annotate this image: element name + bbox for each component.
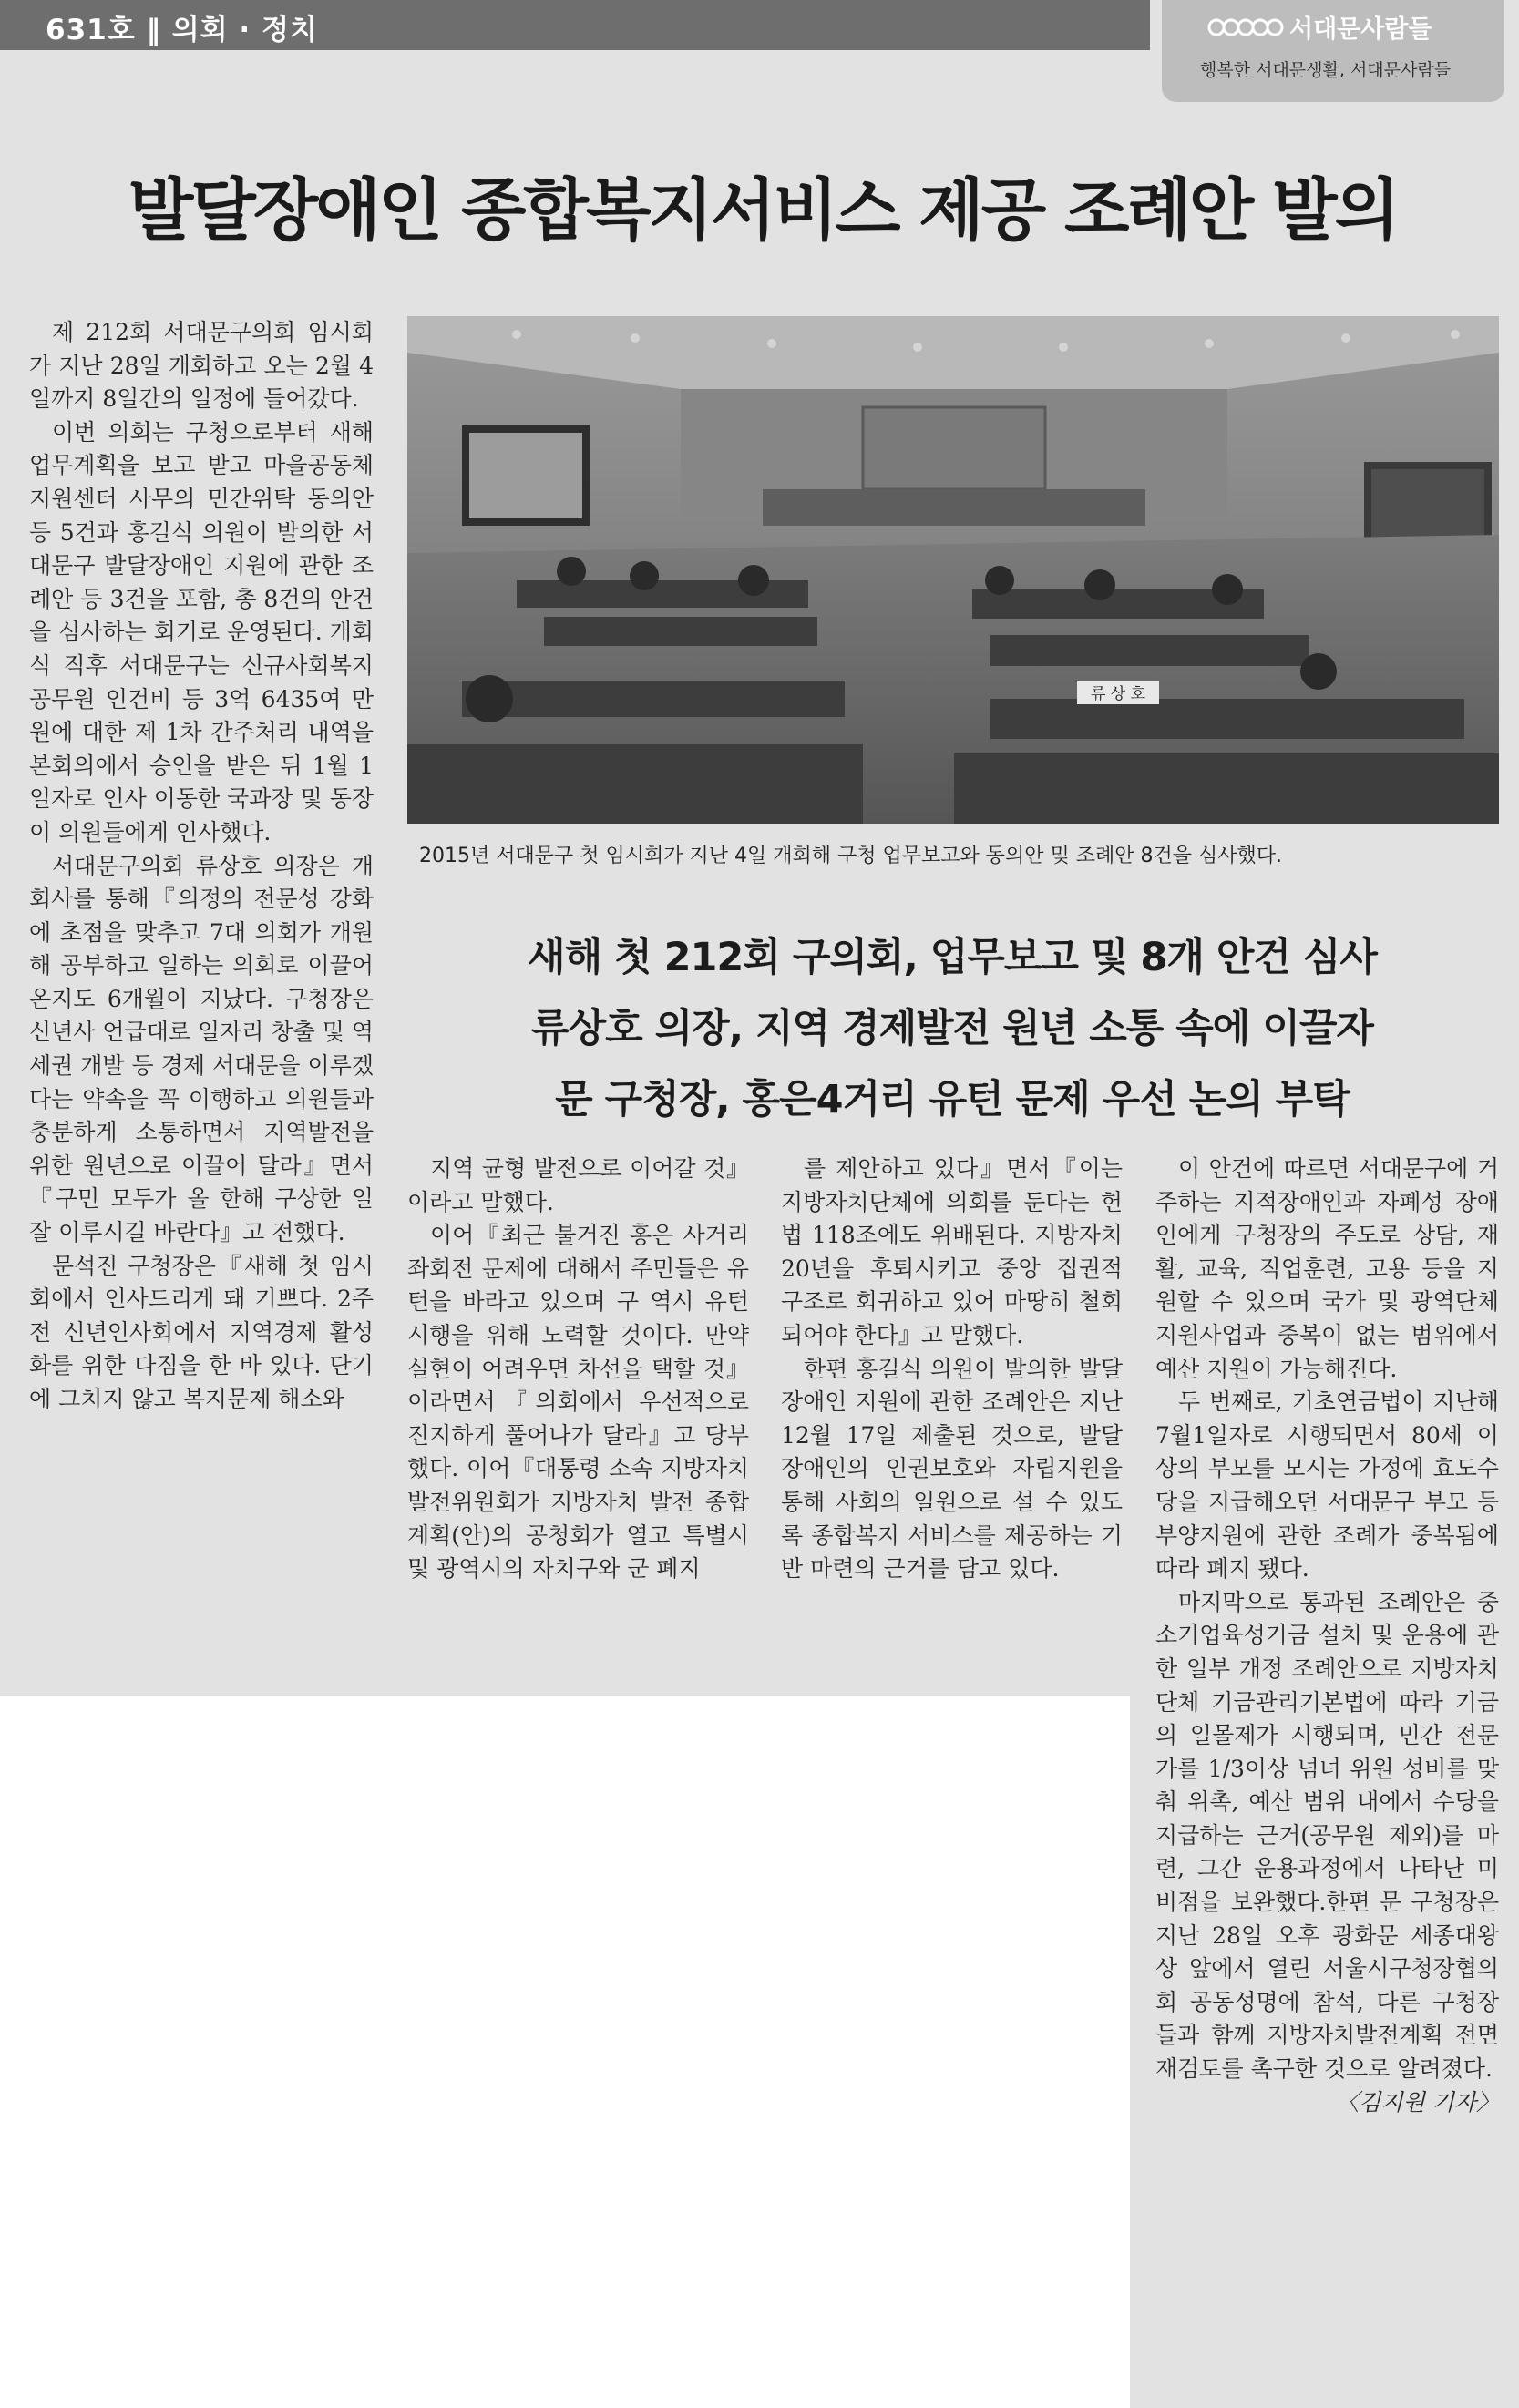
article-headline: 발달장애인 종합복지서비스 제공 조례안 발의 bbox=[128, 171, 1398, 250]
logo-people-icon bbox=[1207, 15, 1284, 39]
council-session-photo bbox=[407, 316, 1499, 824]
paragraph: 이번 의회는 구청으로부터 새해 업무계획을 보고 받고 마을공동체 지원센터 사무의 민간위탁 동의안 등 5건과 홍길식 의원이 발의한 서대문구 발달장애인 지원에 관한 조례안 등 3건을 포함, 총 8건의 안건을 심사하는 회기로 운영된다. 개회식 직후 서대문구는 신규사회복지공무원 인건비 등 3억 6435여 만원에 대한 제 1차 간주처리 내역을 본회의에서 승인을 받은 뒤 1월 1일자로 인사 이동한 국과장 및 동장이 의원들에게 인사했다. bbox=[29, 418, 374, 845]
logo-name: 서대문사람들 bbox=[1289, 15, 1432, 44]
paragraph: 지역 균형 발전으로 이어갈 것』이라고 말했다. bbox=[407, 1155, 749, 1215]
paragraph: 를 제안하고 있다』면서『이는 지방자치단체에 의회를 둔다는 헌법 118조에도 위배된다. 지방자치 20년을 후퇴시키고 중앙 집권적 구조로 회귀하고 있어 마땅히 철회되어야 한다』고 말했다. bbox=[781, 1155, 1123, 1348]
article-column-1 bbox=[29, 316, 374, 1417]
issue-section-label: 631호 ‖ 의회 · 정치 bbox=[46, 14, 318, 46]
paragraph: 서대문구의회 류상호 의장은 개회사를 통해『의정의 전문성 강화에 초점을 맞추고 7대 의회가 개원해 공부하고 일하는 의회로 이끌어 온지도 6개월이 지났다. 구청장은 신년사 언급대로 일자리 창출 및 역세권 개발 등 경제 서대문을 이루겠다는 약속을 꼭 이행하고 의원들과 충분하게 소통하면서 지역발전을 위한 원년으로 이끌어 달라』면서『구민 모두가 올 한해 구상한 일 잘 이루시길 바란다』고 전했다. bbox=[29, 852, 374, 1246]
logo-slogan: 행복한 서대문생활, 서대문사람들 bbox=[1200, 60, 1452, 80]
paragraph: 이 안건에 따르면 서대문구에 거주하는 지적장애인과 자폐성 장애인에게 구청장의 주도로 상담, 재활, 교육, 직업훈련, 고용 등을 지원할 수 있으며 국가 및 광역단체 지원사업과 중복이 없는 범위에서 예산 지원이 가능해진다. bbox=[1155, 1155, 1499, 1382]
paragraph: 마지막으로 통과된 조례안은 중소기업육성기금 설치 및 운용에 관한 일부 개정 조례안으로 지방자치단체 기금관리기본법에 따라 기금의 일몰제가 시행되며, 민간 전문가를 1/3이상 넘녀 위원 성비를 맞춰 위촉, 예산 범위 내에서 수당을 지급하는 근거(공무원 제외)를 마련, 그간 운용과정에서 나타난 미비점을 보완했다.한편 문 구청장은 지난 28일 오후 광화문 세종대왕상 앞에서 열린 서울시구청장협의회 공동성명에 참석, 다른 구청장들과 함께 지방자치발전계획 전면재검토를 촉구한 것으로 알려졌다. bbox=[1155, 1588, 1499, 2083]
article-column-3 bbox=[781, 1153, 1123, 1586]
byline: 〈김지원 기자〉 bbox=[1336, 2088, 1499, 2116]
subhead: 류상호 의장, 지역 경제발전 원년 소통 속에 이끌자 bbox=[531, 1006, 1373, 1051]
paragraph: 두 번째로, 기초연금법이 지난해 7월1일자로 시행되면서 80세 이상의 부모를 모시는 가정에 효도수당을 지급해오던 서대문구 부모 등 부양지원에 관한 조례가 중복됨에 따라 폐지 됐다. bbox=[1155, 1388, 1499, 1583]
subhead: 문 구청장, 홍은4거리 유턴 문제 우선 논의 부탁 bbox=[555, 1077, 1350, 1122]
article-column-4 bbox=[1155, 1153, 1499, 2119]
blank-area bbox=[0, 1696, 1130, 2408]
paragraph: 제 212회 서대문구의회 임시회가 지난 28일 개회하고 오는 2월 4일까지 8일간의 일정에 들어갔다. bbox=[29, 319, 374, 413]
paragraph: 한편 홍길식 의원이 발의한 발달장애인 지원에 관한 조례안은 지난 12월 17일 제출된 것으로, 발달 장애인의 인권보호와 자립지원을 통해 사회의 일원으로 설 수 있도록 종합복지 서비스를 제공하는 기반 마련의 근거를 담고 있다. bbox=[781, 1355, 1123, 1583]
photo-caption: 2015년 서대문구 첫 임시회가 지난 4일 개회해 구청 업무보고와 동의안 및 조례안 8건을 심사했다. bbox=[419, 845, 1282, 867]
subhead: 새해 첫 212회 구의회, 업무보고 및 8개 안건 심사 bbox=[528, 935, 1377, 980]
article-column-2 bbox=[407, 1153, 749, 1586]
section-header-bar bbox=[0, 0, 1150, 50]
masthead-logo-box bbox=[1162, 0, 1504, 102]
nameplate-label: 류 상 호 bbox=[1090, 685, 1146, 703]
article-subheads bbox=[401, 922, 1504, 1135]
paragraph: 이어『최근 불거진 홍은 사거리 좌회전 문제에 대해서 주민들은 유턴을 바라고 있으며 구 역시 유턴 시행을 위해 노력할 것이다. 만약 실현이 어려우면 차선을 택할 것』이라면서『의회에서 우선적으로 진지하게 풀어나가 달라』고 당부했다. 이어『대통령 소속 지방자치발전위원회가 지방자치 발전 종합계획(안)의 공청회가 열고 특별시 및 광역시의 자치구와 군 폐지 bbox=[407, 1222, 749, 1583]
paragraph: 문석진 구청장은『새해 첫 임시회에서 인사드리게 돼 기쁘다. 2주 전 신년인사회에서 지역경제 활성화를 위한 다짐을 한 바 있다. 단기에 그치지 않고 복지문제 해소와 bbox=[29, 1252, 374, 1412]
